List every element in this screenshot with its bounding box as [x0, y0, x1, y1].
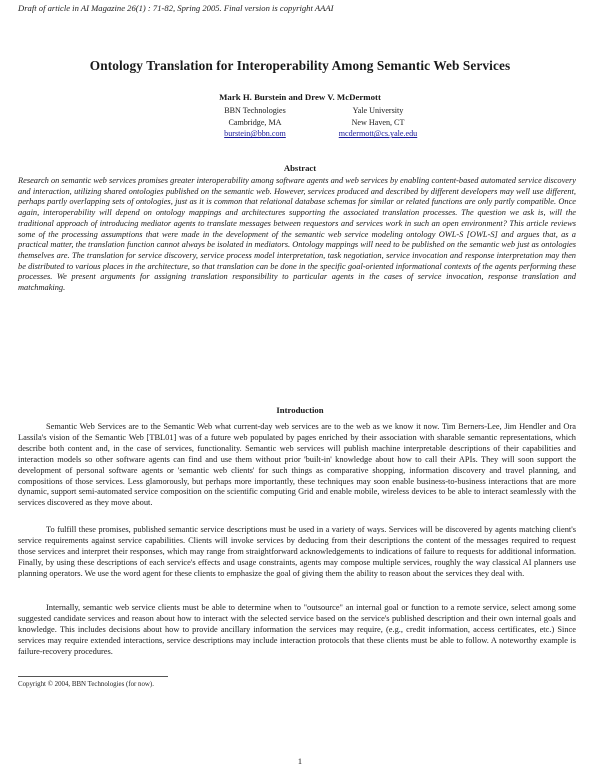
- affiliation-location: Cambridge, MA: [228, 117, 282, 127]
- paper-title: Ontology Translation for Interoperability Among Semantic Web Services: [89, 58, 511, 73]
- affiliation-org: BBN Technologies: [224, 106, 286, 115]
- draft-note: Draft of article in AI Magazine 26(1) : 71-82, Spring 2005. Final version is copyright AAAI: [18, 3, 334, 13]
- affiliation-yale: [318, 105, 438, 140]
- copyright-footnote: Copyright © 2004, BBN Technologies (for now).: [18, 681, 154, 688]
- email-link-burstein[interactable]: burstein@bbn.com: [224, 129, 286, 139]
- abstract-heading: Abstract: [283, 163, 317, 173]
- abstract-text: Research on semantic web services promises greater interoperability among software agents and web services by enabling content-based automated service discovery and interaction, utilizing shared ontologies published on the semantic web. However, services produced and described by different developers may well use different, perhaps partly overlapping sets of ontologies, just as it is common that relational database schemas for similar or related functions are only partly compatible. Once again, interoperability will depend on ontology mappings and architectures supporting the associated translation processes. The question we ask is, will the traditional approach of introducing mediator agents to translate messages between requestors and services work in such an open environment? This article reviews some of the processing assumptions that were made in the development of the semantic web service modeling ontology OWL-S [OWL-S] and argues that, as a practical matter, the translation function cannot always be isolated in mediators. Ontology mappings will need to be published on the semantic web just as ontologies themselves are. The translation for service discovery, service process model interpretation, task negotiation, service invocation and response interpretation may then be distributed to various places in the architecture, so that translation can be done in the specific goal-oriented informational contexts of the agents performing these processes. We present arguments for assigning translation responsibility to particular agents in the cases of service invocation, response translation and matchmaking.: [18, 176, 576, 293]
- author-names: Mark H. Burstein and Drew V. McDermott: [219, 92, 381, 102]
- intro-paragraph-3: Internally, semantic web service clients must be able to determine when to "outsource" an internal goal or function to a remote service, select among some suggested candidate services and reason about how to interact with the selected service based on the service's published description and their own internal goals and knowledge. This includes decisions about how to provide ancillary information the services may require, (e.g., credit information, access certificates, etc.) Since services may require extended interactions, service descriptions may include interaction protocols that these clients must be able to follow. A noteworthy example is failure-recovery procedures.: [18, 603, 576, 656]
- affiliation-location: New Haven, CT: [351, 117, 405, 127]
- email-link-mcdermott[interactable]: mcdermott@cs.yale.edu: [338, 129, 418, 139]
- affiliation-bbn: [200, 105, 310, 140]
- footnote-divider: [18, 676, 168, 677]
- intro-paragraph-2: To fulfill these promises, published semantic service descriptions must be used in a variety of ways. Services will be discovered by agents matching client's service requirements against service capabilities. Clients will invoke services by deducing from their descriptions the content of the messages required to request those services and interpret their responses, which may range from straightforward acknowledgements to indications of failure to requests for additional information. Finally, by using these descriptions of each service's effects and usage constraints, agents may compose multiple services, roughly the way classical AI planners use planning operators. We use the word agent for these clients to emphasize the goal of giving them the ability to reason about the services they deal with.: [18, 525, 576, 578]
- page-number: 1: [297, 756, 303, 766]
- affiliation-org: Yale University: [352, 106, 404, 115]
- introduction-heading: Introduction: [276, 405, 324, 415]
- intro-paragraph-1: Semantic Web Services are to the Semantic Web what current-day web services are to the web as we know it now. Tim Berners-Lee, Jim Hendler and Ora Lassila's vision of the Semantic Web [TBL01] was of a future web populated by pages enriched by their association with sharable semantic representations, which describe both content and, in the case of services, functionality. Semantic web services will publish machine interpretable descriptions of their capabilities and interaction models so other software agents can find and use them without prior 'built-in' knowledge about how to call their APIs. They will soon support the development of personal software agents or 'semantic web clients' for such things as comparative shopping, information discovery and travel planning, and compositions of those services. Less glamorously, but perhaps more importantly, these techniques may soon enable business-to-business interactions that are more dynamic, support semi-automated service composition on the scientific computing Grid and enable mobile, wireless devices to be able to interact seamlessly with the services discovered as they move about.: [18, 422, 576, 508]
